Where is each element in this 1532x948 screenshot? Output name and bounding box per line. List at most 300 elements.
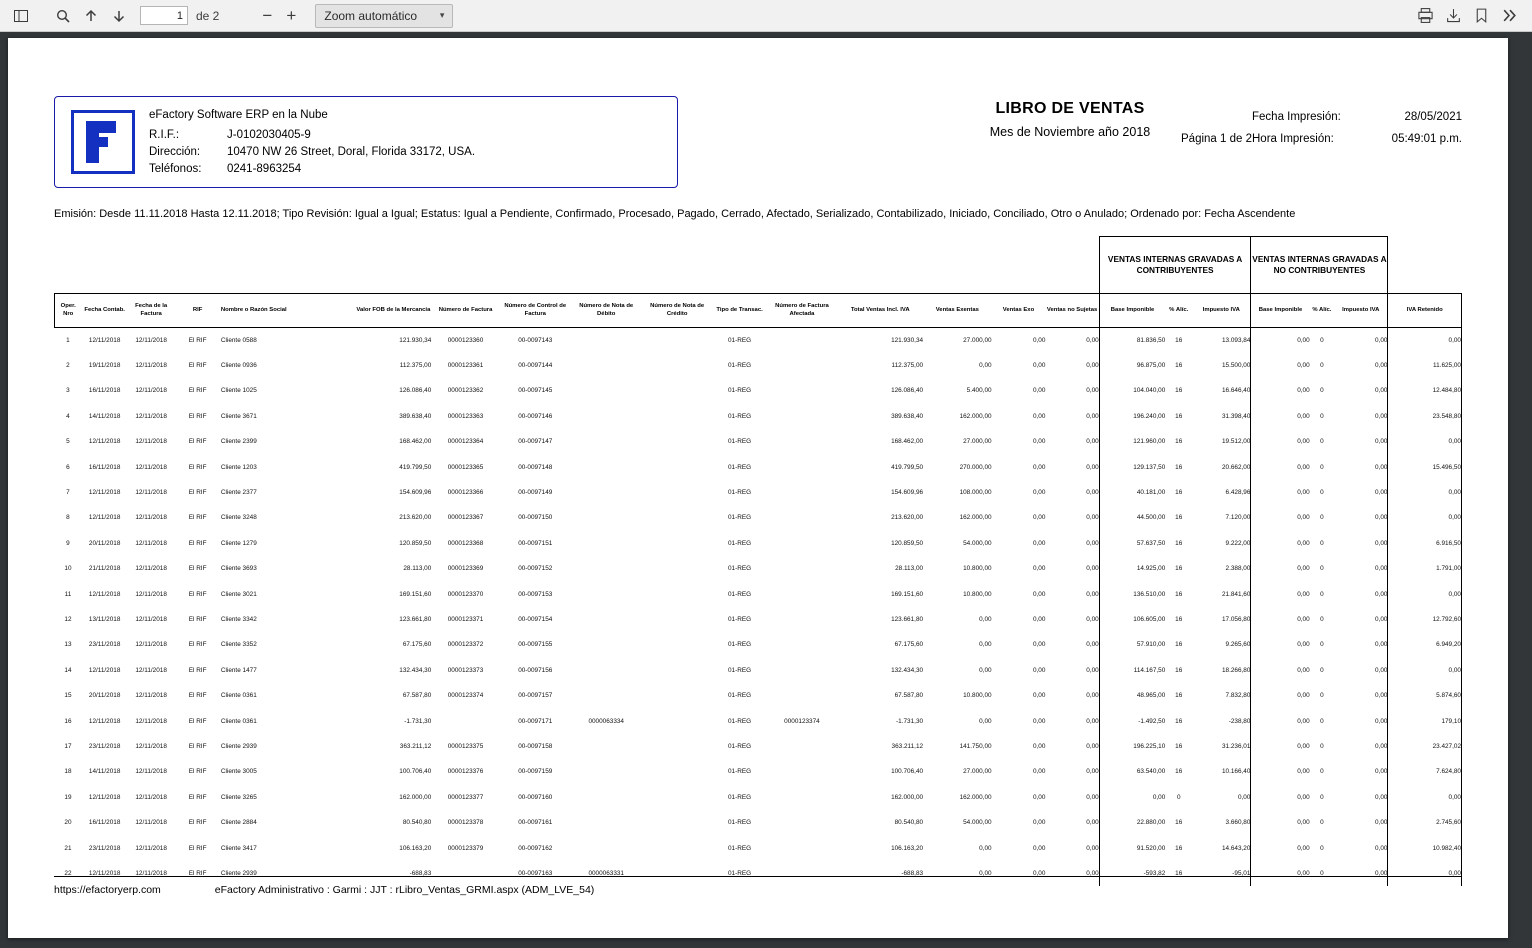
table-cell: 28.113,00 xyxy=(403,565,432,573)
table-cell: 44.500,00 xyxy=(1099,505,1165,530)
table-cell: 16 xyxy=(1175,489,1183,497)
table-cell: 0,00 xyxy=(1032,336,1046,344)
table-cell: 100.706,40 xyxy=(891,768,924,776)
table-cell: 12/11/2018 xyxy=(88,514,121,522)
table-cell: 0 xyxy=(1320,692,1324,700)
table-head xyxy=(55,237,1462,328)
table-cell: 0000123371 xyxy=(447,615,484,623)
page-count-label: de 2 xyxy=(196,8,220,23)
company-logo-icon xyxy=(71,110,135,174)
table-row xyxy=(55,328,1462,353)
table-cell: 12/11/2018 xyxy=(135,615,167,623)
table-cell: El RIF xyxy=(188,793,207,801)
table-cell xyxy=(571,658,642,683)
col-impuesto-iva-c: Impuesto IVA xyxy=(1192,294,1251,328)
table-cell: 0,00 xyxy=(1251,480,1310,505)
table-cell: 0,00 xyxy=(1086,615,1099,623)
table-cell xyxy=(642,353,713,378)
table-cell: 0,00 xyxy=(1374,412,1388,420)
table-cell: 6.428,96 xyxy=(1225,489,1251,497)
col-impuesto-iva-nc: Impuesto IVA xyxy=(1334,294,1388,328)
table-cell: El RIF xyxy=(188,666,207,674)
table-cell: El RIF xyxy=(188,641,207,649)
table-cell: 0,00 xyxy=(1251,759,1310,784)
table-cell: 389.638,40 xyxy=(891,412,924,420)
table-cell: Cliente 2884 xyxy=(220,819,257,827)
table-cell: 21 xyxy=(64,844,72,852)
table-cell: 2.388,00 xyxy=(1225,565,1251,573)
zoom-controls xyxy=(255,4,453,28)
table-cell: 54.000,00 xyxy=(963,819,992,827)
table-cell xyxy=(766,505,837,530)
table-row xyxy=(55,556,1462,581)
table-cell: 0,00 xyxy=(1388,429,1462,454)
table-cell xyxy=(642,581,713,606)
table-cell: 12/11/2018 xyxy=(135,438,167,446)
table-cell: El RIF xyxy=(188,489,207,497)
table-cell: 0,00 xyxy=(1032,565,1046,573)
table-cell: 12/11/2018 xyxy=(135,514,167,522)
table-cell: 10.800,00 xyxy=(963,692,992,700)
table-cell: 0,00 xyxy=(1086,514,1099,522)
table-cell xyxy=(766,378,837,403)
table-cell xyxy=(642,835,713,860)
table-cell: El RIF xyxy=(188,463,207,471)
table-cell: 7.120,00 xyxy=(1225,514,1251,522)
table-cell: 363.211,12 xyxy=(891,742,924,750)
table-cell: 0 xyxy=(1320,819,1324,827)
table-cell: 106.163,20 xyxy=(399,844,432,852)
table-cell: -688,83 xyxy=(409,869,432,877)
page-label: Página 1 de 2 xyxy=(1181,133,1252,145)
table-cell: El RIF xyxy=(188,336,207,344)
table-cell xyxy=(642,785,713,810)
table-cell: 00-0097158 xyxy=(518,742,553,750)
table-cell: 16 xyxy=(1175,819,1183,827)
table-cell: El RIF xyxy=(188,412,207,420)
table-cell: 12/11/2018 xyxy=(88,869,121,877)
report-table-wrap xyxy=(8,220,1508,886)
table-cell: 01-REG xyxy=(728,489,752,497)
table-cell: 20 xyxy=(64,819,72,827)
table-cell: 48.965,00 xyxy=(1099,683,1165,708)
company-details xyxy=(149,107,475,178)
table-cell: 0,00 xyxy=(1251,353,1310,378)
table-cell xyxy=(642,683,713,708)
pdf-viewer-canvas[interactable] xyxy=(0,32,1532,948)
table-cell: 1 xyxy=(66,336,70,344)
table-cell: 15.500,00 xyxy=(1221,362,1251,370)
table-cell: 0,00 xyxy=(1032,844,1046,852)
table-cell: Cliente 3021 xyxy=(220,590,257,598)
table-cell: El RIF xyxy=(188,539,207,547)
table-cell xyxy=(571,404,642,429)
table-cell: 120.859,50 xyxy=(399,539,432,547)
table-cell xyxy=(642,556,713,581)
table-cell: 168.462,00 xyxy=(399,438,432,446)
table-cell: 121.930,34 xyxy=(399,336,432,344)
table-cell: 91.520,00 xyxy=(1099,835,1165,860)
table-cell: 419.799,50 xyxy=(399,463,432,471)
company-name: eFactory Software ERP en la Nube xyxy=(149,108,328,121)
sidebar-toggle-icon[interactable] xyxy=(8,4,34,28)
table-cell xyxy=(571,683,642,708)
table-cell: 19 xyxy=(64,793,72,801)
table-cell: 0000063334 xyxy=(588,717,624,725)
table-cell: Cliente 2939 xyxy=(220,869,257,877)
page-number-input[interactable] xyxy=(140,6,188,25)
table-cell: 0,00 xyxy=(1099,785,1165,810)
table-cell: 11.625,00 xyxy=(1388,353,1462,378)
more-tools-icon[interactable] xyxy=(1496,4,1522,28)
table-cell: 00-0097143 xyxy=(518,336,553,344)
table-cell xyxy=(766,759,837,784)
table-cell: 14 xyxy=(64,666,72,674)
table-cell: 162.000,00 xyxy=(891,793,924,801)
table-cell: 0,00 xyxy=(1086,387,1099,395)
table-cell: 10 xyxy=(64,565,72,573)
pdf-toolbar xyxy=(0,0,1532,32)
table-cell: 0000123360 xyxy=(447,336,484,344)
table-cell: Cliente 3352 xyxy=(220,641,257,649)
table-cell xyxy=(766,556,837,581)
search-icon[interactable] xyxy=(50,4,76,28)
zoom-in-button[interactable]: + xyxy=(286,6,297,25)
table-cell: 126.086,40 xyxy=(399,387,432,395)
table-cell: 11 xyxy=(64,590,72,598)
table-cell: 0000123363 xyxy=(447,412,484,420)
table-cell: 0,00 xyxy=(1374,641,1388,649)
table-cell: 17.056,80 xyxy=(1221,615,1251,623)
table-cell: 0,00 xyxy=(1251,785,1310,810)
col-alicuota-c: % Alíc. xyxy=(1165,294,1192,328)
col-ventas-exo: Ventas Exo xyxy=(992,294,1046,328)
table-cell: 16 xyxy=(1175,565,1183,573)
table-cell xyxy=(571,607,642,632)
table-cell: 16 xyxy=(1175,514,1183,522)
table-cell: Cliente 3417 xyxy=(220,844,257,852)
table-cell: 9.265,60 xyxy=(1225,641,1251,649)
table-cell: 16/11/2018 xyxy=(88,819,121,827)
table-cell: 18.266,80 xyxy=(1221,666,1251,674)
col-numero-factura: Número de Factura xyxy=(431,294,500,328)
table-cell: 0 xyxy=(1320,539,1324,547)
table-cell xyxy=(766,328,837,353)
table-cell: 0 xyxy=(1320,463,1324,471)
table-row xyxy=(55,505,1462,530)
table-cell: 0,00 xyxy=(1374,742,1388,750)
table-cell: 0,00 xyxy=(1251,454,1310,479)
table-cell: 16 xyxy=(64,717,72,725)
table-cell: 0000123369 xyxy=(447,565,484,573)
table-cell: 16 xyxy=(1175,717,1183,725)
table-cell: 23.427,02 xyxy=(1388,734,1462,759)
table-cell: 0,00 xyxy=(1086,869,1099,877)
table-cell xyxy=(642,378,713,403)
table-cell: 0,00 xyxy=(1388,328,1462,353)
col-iva-retenido: IVA Retenido xyxy=(1388,294,1462,328)
table-cell: 12/11/2018 xyxy=(135,768,167,776)
footer-url[interactable]: https://efactoryerp.com xyxy=(54,884,161,896)
table-cell: 12/11/2018 xyxy=(88,717,121,725)
table-cell: 16 xyxy=(1175,438,1183,446)
col-fecha-factura: Fecha de la Factura xyxy=(128,294,174,328)
table-cell: 01-REG xyxy=(728,387,752,395)
table-cell: 0,00 xyxy=(1032,666,1046,674)
report-meta xyxy=(1181,106,1462,150)
table-cell: 16/11/2018 xyxy=(88,387,121,395)
table-cell: 12/11/2018 xyxy=(135,742,167,750)
table-cell: 16 xyxy=(1175,666,1183,674)
table-cell xyxy=(642,607,713,632)
table-row xyxy=(55,429,1462,454)
table-cell: 112.375,00 xyxy=(399,362,432,370)
table-cell: 0 xyxy=(1320,387,1324,395)
table-cell: 0,00 xyxy=(1374,590,1388,598)
table-cell: 5.400,00 xyxy=(966,387,992,395)
table-cell: 15.496,50 xyxy=(1388,454,1462,479)
table-cell: 0 xyxy=(1320,869,1324,877)
table-cell: 5.874,60 xyxy=(1388,683,1462,708)
table-cell: 270.000,00 xyxy=(959,463,992,471)
table-cell: 54.000,00 xyxy=(963,539,992,547)
table-cell: 10.800,00 xyxy=(963,565,992,573)
table-cell: 00-0097161 xyxy=(518,819,553,827)
table-cell: 106.605,00 xyxy=(1099,607,1165,632)
table-cell xyxy=(766,353,837,378)
table-cell: 10.800,00 xyxy=(963,590,992,598)
table-cell xyxy=(642,632,713,657)
table-cell: 16.646,40 xyxy=(1221,387,1251,395)
table-row xyxy=(55,531,1462,556)
table-cell: 4 xyxy=(66,412,70,420)
table-cell: 21/11/2018 xyxy=(88,565,121,573)
table-cell: 132.434,30 xyxy=(891,666,924,674)
table-cell xyxy=(766,785,837,810)
table-cell: 213.620,00 xyxy=(891,514,924,522)
col-tipo-transac: Tipo de Transac. xyxy=(713,294,767,328)
table-cell: 0,00 xyxy=(1374,844,1388,852)
table-cell: El RIF xyxy=(188,717,207,725)
table-cell: 179,10 xyxy=(1388,708,1462,733)
table-cell: 0,00 xyxy=(1032,692,1046,700)
table-cell xyxy=(642,454,713,479)
col-fecha-contab: Fecha Contab. xyxy=(81,294,127,328)
table-cell: 16 xyxy=(1175,742,1183,750)
table-cell: 0,00 xyxy=(1086,844,1099,852)
table-cell: El RIF xyxy=(188,869,207,877)
table-cell: 80.540,80 xyxy=(402,819,432,827)
table-cell: 13/11/2018 xyxy=(88,615,121,623)
table-cell: 0,00 xyxy=(1388,581,1462,606)
table-cell: 0,00 xyxy=(1374,819,1388,827)
table-cell: 0,00 xyxy=(1086,666,1099,674)
table-cell: -593,82 xyxy=(1099,861,1165,886)
col-numero-control: Número de Control de Factura xyxy=(500,294,571,328)
table-cell: 12/11/2018 xyxy=(135,463,167,471)
table-cell: 0 xyxy=(1320,412,1324,420)
table-cell: 1.791,00 xyxy=(1388,556,1462,581)
table-cell: 01-REG xyxy=(728,768,752,776)
next-page-icon[interactable] xyxy=(106,4,132,28)
table-cell: 12/11/2018 xyxy=(135,869,167,877)
table-cell: 0,00 xyxy=(1032,717,1046,725)
table-cell: 108.000,00 xyxy=(959,489,992,497)
col-oper-nro: Oper. Nro xyxy=(55,294,82,328)
table-cell xyxy=(571,759,642,784)
table-cell: 0,00 xyxy=(1251,708,1310,733)
table-cell: 00-0097147 xyxy=(518,438,553,446)
print-icon[interactable] xyxy=(1412,4,1438,28)
table-row xyxy=(55,810,1462,835)
table-cell: 0 xyxy=(1320,514,1324,522)
table-cell: 00-0097157 xyxy=(518,692,553,700)
table-cell: 3.660,80 xyxy=(1225,819,1251,827)
zoom-level-label: Zoom automático xyxy=(324,8,418,23)
table-cell xyxy=(642,328,713,353)
chevron-down-icon: ▾ xyxy=(439,10,445,20)
table-cell: 0,00 xyxy=(1086,463,1099,471)
table-cell: 01-REG xyxy=(728,692,752,700)
table-cell: 0,00 xyxy=(979,666,992,674)
table-cell: 00-0097149 xyxy=(518,489,553,497)
table-row xyxy=(55,378,1462,403)
table-cell: 136.510,00 xyxy=(1099,581,1165,606)
table-row xyxy=(55,454,1462,479)
table-cell xyxy=(571,454,642,479)
save-icon[interactable] xyxy=(1440,4,1466,28)
table-cell: 6.949,20 xyxy=(1388,632,1462,657)
table-cell: 363.211,12 xyxy=(399,742,432,750)
table-cell: 6 xyxy=(66,463,70,471)
table-cell: 16 xyxy=(1175,768,1183,776)
table-cell: 12/11/2018 xyxy=(88,666,121,674)
table-cell: 13.093,84 xyxy=(1221,336,1251,344)
table-cell: 0,00 xyxy=(1086,590,1099,598)
table-cell: 67.587,80 xyxy=(894,692,924,700)
table-cell: 12/11/2018 xyxy=(135,336,167,344)
col-base-imponible-c: Base Imponible xyxy=(1099,294,1165,328)
table-cell: 0000123376 xyxy=(447,768,484,776)
table-cell: 0 xyxy=(1320,742,1324,750)
table-cell: 0000123374 xyxy=(447,692,484,700)
table-cell: 0,00 xyxy=(1032,819,1046,827)
table-cell: 01-REG xyxy=(728,336,752,344)
table-cell xyxy=(642,759,713,784)
table-cell: 0000123375 xyxy=(447,742,484,750)
table-cell: 3 xyxy=(66,387,70,395)
table-cell: 01-REG xyxy=(728,742,752,750)
table-cell: 0 xyxy=(1320,768,1324,776)
table-cell xyxy=(571,581,642,606)
table-cell: 00-0097153 xyxy=(518,590,553,598)
table-cell: 126.086,40 xyxy=(891,387,924,395)
col-nota-debito: Número de Nota de Débito xyxy=(571,294,642,328)
table-cell: 0,00 xyxy=(1374,768,1388,776)
table-cell xyxy=(642,734,713,759)
table-cell: 0,00 xyxy=(1032,463,1046,471)
table-cell: 23/11/2018 xyxy=(88,641,121,649)
col-total-ventas: Total Ventas Incl. IVA xyxy=(837,294,923,328)
bookmark-icon[interactable] xyxy=(1468,4,1494,28)
table-cell: Cliente 1477 xyxy=(220,666,257,674)
table-cell: 169.151,60 xyxy=(399,590,432,598)
table-cell: 0,00 xyxy=(1032,489,1046,497)
table-cell: 31.398,40 xyxy=(1221,412,1251,420)
table-cell: 0,00 xyxy=(1032,539,1046,547)
table-cell: 0,00 xyxy=(1388,658,1462,683)
table-cell: 0 xyxy=(1320,336,1324,344)
table-cell: 01-REG xyxy=(728,463,752,471)
table-cell: 67.175,60 xyxy=(894,641,924,649)
table-cell: 0,00 xyxy=(1086,717,1099,725)
table-cell: 20/11/2018 xyxy=(88,539,121,547)
table-cell: 0,00 xyxy=(979,717,992,725)
table-cell: El RIF xyxy=(188,768,207,776)
table-cell: 0 xyxy=(1176,793,1181,801)
table-cell: 00-0097148 xyxy=(518,463,553,471)
table-cell: 01-REG xyxy=(728,590,752,598)
table-cell xyxy=(431,708,500,733)
table-cell: 0000123366 xyxy=(447,489,484,497)
table-cell: 0,00 xyxy=(1032,641,1046,649)
zoom-out-button[interactable]: − xyxy=(262,6,273,25)
table-cell: 16 xyxy=(1175,463,1183,471)
table-cell xyxy=(571,480,642,505)
table-cell: 0000123367 xyxy=(447,514,484,522)
table-cell: -1.492,50 xyxy=(1099,708,1165,733)
table-cell: 132.434,30 xyxy=(399,666,432,674)
table-cell: 23/11/2018 xyxy=(88,844,121,852)
table-cell: 6.916,50 xyxy=(1388,531,1462,556)
table-cell xyxy=(766,607,837,632)
table-cell: 0 xyxy=(1320,717,1324,725)
table-cell: 00-0097160 xyxy=(518,793,553,801)
table-cell: 0,00 xyxy=(1374,514,1388,522)
table-cell: 16 xyxy=(1175,641,1183,649)
table-cell: 22.880,00 xyxy=(1099,810,1165,835)
col-razon-social: Nombre o Razón Social xyxy=(221,294,356,328)
table-row xyxy=(55,353,1462,378)
table-cell: 0,00 xyxy=(1374,387,1388,395)
table-cell: 104.040,00 xyxy=(1099,378,1165,403)
table-cell xyxy=(642,404,713,429)
table-cell xyxy=(766,429,837,454)
zoom-level-select[interactable] xyxy=(315,4,453,28)
filter-criteria-text: Emisión: Desde 11.11.2018 Hasta 12.11.2018; Tipo Revisión: Igual a Igual; Estatus: Igual a Pendiente, Confirmado, Procesado, Pagado, Cerrado, Afectado, Serializado, Contabilizado, Iniciado, Conciliado, Otro o Anulado; Ordenado por: Fecha Ascendente xyxy=(54,208,1296,220)
company-rif-value: J-0102030405-9 xyxy=(227,128,311,141)
table-cell xyxy=(642,708,713,733)
table-row xyxy=(55,708,1462,733)
table-cell: 0,00 xyxy=(1251,556,1310,581)
table-cell: 01-REG xyxy=(728,539,752,547)
table-cell: 0000123361 xyxy=(447,362,484,370)
table-row xyxy=(55,404,1462,429)
previous-page-icon[interactable] xyxy=(78,4,104,28)
table-cell: 0,00 xyxy=(1251,581,1310,606)
table-cell: 0,00 xyxy=(1374,539,1388,547)
table-cell: Cliente 2399 xyxy=(220,438,257,446)
table-row xyxy=(55,581,1462,606)
table-cell: 0,00 xyxy=(1237,793,1251,801)
table-cell: 196.225,10 xyxy=(1099,734,1165,759)
table-cell: 17 xyxy=(64,742,72,750)
table-cell xyxy=(571,505,642,530)
table-cell: 162.000,00 xyxy=(959,412,992,420)
table-cell: Cliente 1279 xyxy=(220,539,257,547)
table-row xyxy=(55,607,1462,632)
table-cell: El RIF xyxy=(188,742,207,750)
